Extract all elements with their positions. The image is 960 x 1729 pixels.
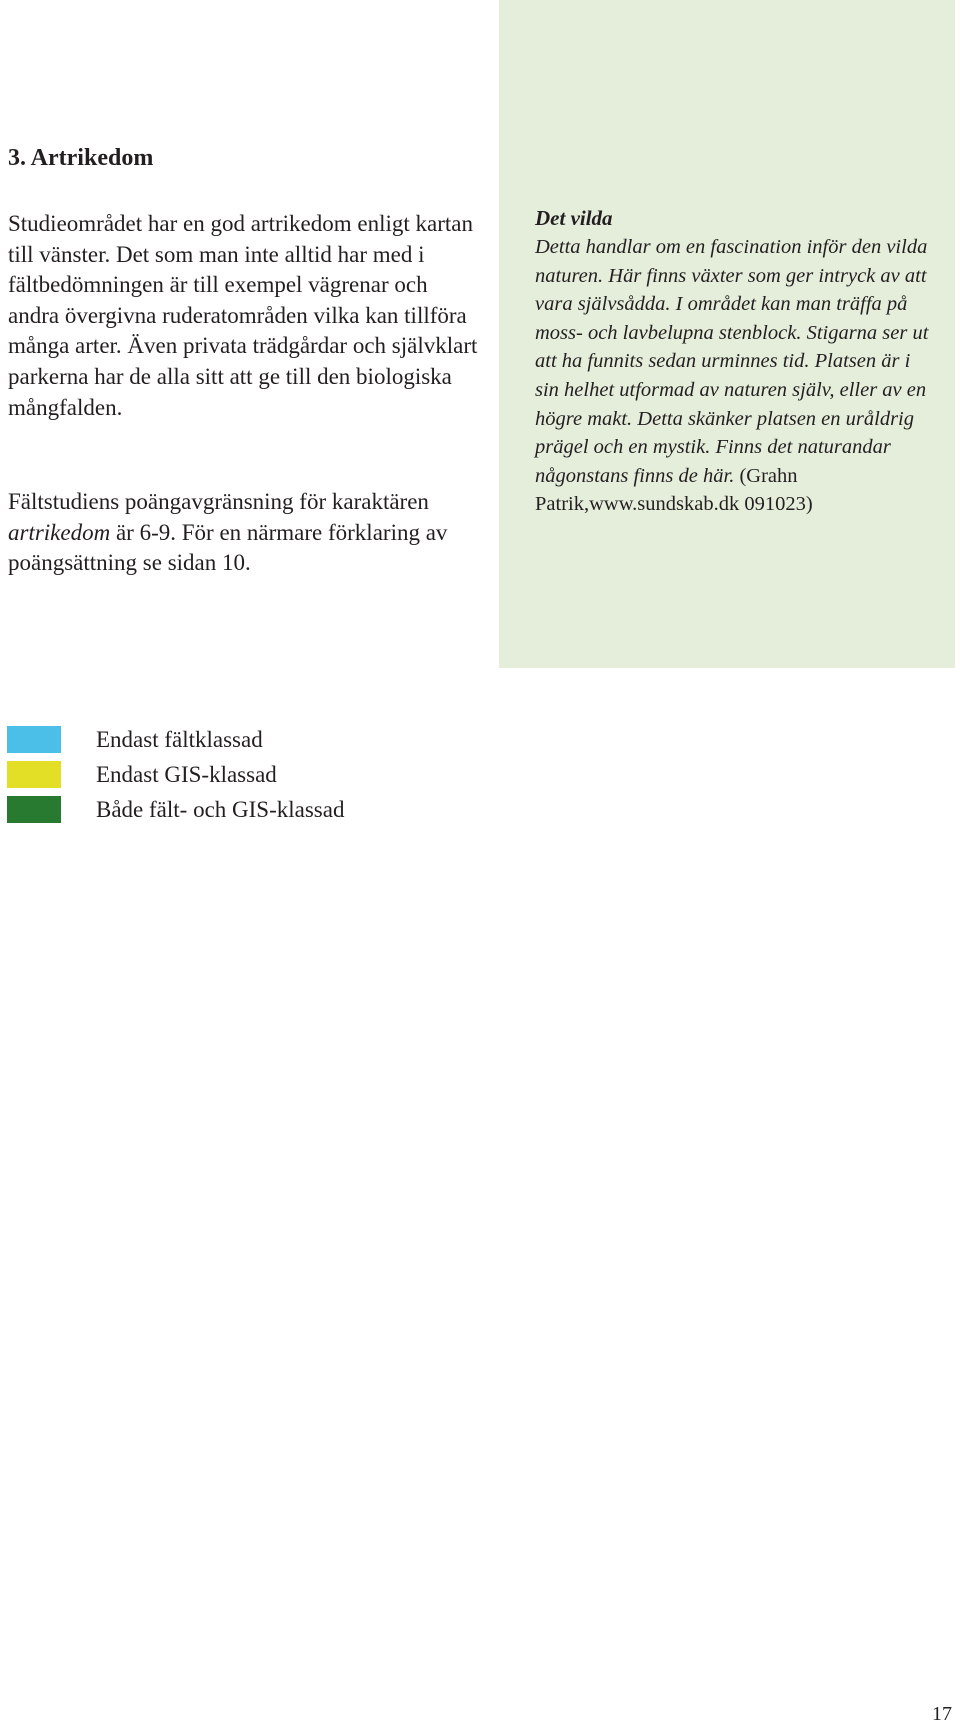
section-heading: 3. Artrikedom	[8, 145, 154, 171]
paragraph-score-range-start: Fältstudiens poängavgränsning för karaktären	[8, 489, 429, 514]
paragraph-score-range-end: är 6-9. För en närmare förklaring av poängsättning se sidan 10.	[8, 519, 448, 576]
legend-swatch-field	[7, 726, 61, 753]
legend-swatch-both	[7, 796, 61, 823]
sidebar-quote-block	[535, 233, 935, 519]
map-legend	[7, 722, 344, 827]
legend-item	[7, 792, 344, 827]
legend-label: Endast GIS-klassad	[96, 761, 277, 787]
sidebar-citation: (Grahn Patrik,www.sundskab.dk 091023)	[535, 464, 813, 516]
page-number: 17	[932, 1703, 952, 1725]
legend-label: Endast fältklassad	[96, 726, 263, 752]
paragraph-score-range	[8, 487, 478, 579]
legend-item	[7, 757, 344, 792]
sidebar-quote: Detta handlar om en fascination inför den vilda naturen. Här finns växter som ger intryck av att vara självsådda. I området kan man träffa på moss- och lavbelupna stenblock. Stigarna ser ut att ha funnits sedan urminnes tid. Platsen är i sin helhet utformad av naturen själv, eller av en högre makt. Detta skänker platsen en uråldrig prägel och en mystik. Finns det naturandar någonstans finns de här.	[535, 236, 929, 487]
legend-item	[7, 722, 344, 757]
sidebar-title: Det vilda	[535, 206, 613, 230]
paragraph-species-richness: Studieområdet har en god artrikedom enligt kartan till vänster. Det som man inte alltid har med i fältbedömningen är till exempel vägrenar och andra övergivna ruderatområden vilka kan tillföra många arter. Även privata trädgårdar och självklart parkerna har de alla sitt att ge till den biologiska mångfalden.	[8, 211, 478, 420]
legend-swatch-gis	[7, 761, 61, 788]
legend-label: Både fält- och GIS-klassad	[96, 796, 345, 822]
paragraph-score-range-emphasis: artrikedom	[8, 519, 111, 545]
